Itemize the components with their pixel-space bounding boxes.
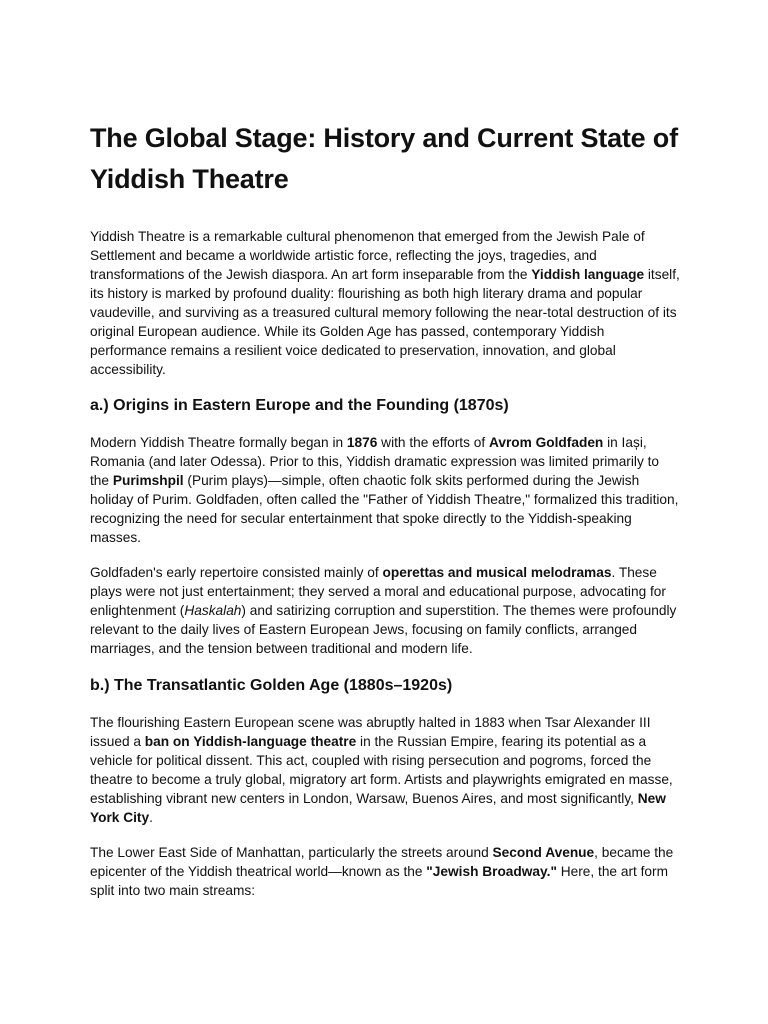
section-b-p1-bold-new-york: New York City: [90, 791, 666, 825]
section-b-p1-text-2: in the Russian Empire, fearing its potential as a vehicle for political dissent. This act, coupled with rising persecution and pogroms, forced the theatre to become a truly global, migratory art form. Artists and playwrights emigrated en masse, establishing vibrant new centers in London, Warsaw, Buenos Aires, and most significantly,: [90, 734, 673, 806]
section-b-heading: b.) The Transatlantic Golden Age (1880s–1920s): [90, 677, 453, 694]
section-b-paragraph-1: [90, 713, 680, 827]
section-a-p2-text-1: Goldfaden's early repertoire consisted mainly of: [90, 565, 383, 580]
section-a-p1-bold-purimshpil: Purimshpil: [112, 473, 184, 488]
section-a-p1-text-4: (Purim plays)—simple, often chaotic folk skits performed during the Jewish holiday of Purim. Goldfaden, often called the "Father of Yiddish Theatre," formalized this tradition, recognizing the need for secular entertainment that spoke directly to the Yiddish-speaking masses.: [90, 473, 679, 545]
section-a-paragraph-2: [90, 563, 680, 658]
section-a-p2-bold-operettas: operettas and musical melodramas: [382, 565, 612, 580]
section-b-p2-text-2: , became the epicenter of the Yiddish theatrical world—known as the: [90, 845, 674, 879]
intro-text-2: itself, its history is marked by profound duality: flourishing as both high literary drama and popular vaudeville, and surviving as a treasured cultural memory following the near-total destruction of its original European audience. While its Golden Age has passed, contemporary Yiddish performance remains a resilient voice dedicated to preservation, innovation, and global accessibility.: [90, 267, 680, 377]
section-a-paragraph-1: [90, 433, 680, 547]
intro-text-1: Yiddish Theatre is a remarkable cultural phenomenon that emerged from the Jewish Pale of Settlement and became a worldwide artistic force, reflecting the joys, tragedies, and transformations of the Jewish diaspora. An art form inseparable from the: [90, 229, 645, 282]
section-a-heading: a.) Origins in Eastern Europe and the Founding (1870s): [90, 397, 509, 414]
section-a-p1-text-1: Modern Yiddish Theatre formally began in: [90, 435, 347, 450]
section-a-p1-bold-year: 1876: [346, 435, 378, 450]
page-title: The Global Stage: History and Current State of Yiddish Theatre: [90, 123, 678, 194]
section-b-p1-bold-ban: ban on Yiddish-language theatre: [144, 734, 357, 749]
intro-bold-yiddish-language: Yiddish language: [531, 267, 645, 282]
section-b-p2-text-1: The Lower East Side of Manhattan, particularly the streets around: [90, 845, 493, 860]
document-page: [90, 118, 680, 916]
section-a-p1-text-3: in Iași, Romania (and later Odessa). Prior to this, Yiddish dramatic expression was limited primarily to the: [90, 435, 660, 488]
section-a-p2-text-2: . These plays were not just entertainment; they served a moral and educational purpose, advocating for enlightenment (: [90, 565, 666, 618]
section-a-p2-text-3: ) and satirizing corruption and superstition. The themes were profoundly relevant to the daily lives of Eastern European Jews, focusing on family conflicts, arranged marriages, and the tension between traditional and modern life.: [90, 603, 677, 656]
intro-paragraph: [90, 227, 680, 379]
section-b-paragraph-2: [90, 843, 680, 900]
section-b-p2-text-3: Here, the art form split into two main streams:: [90, 864, 668, 898]
section-b-p2-bold-jewish-broadway: "Jewish Broadway.": [426, 864, 557, 879]
section-b-p2-bold-second-avenue: Second Avenue: [492, 845, 595, 860]
section-a-p1-text-2: with the efforts of: [377, 435, 489, 450]
section-b-p1-text-1: The flourishing Eastern European scene was abruptly halted in 1883 when Tsar Alexander III issued a: [90, 715, 651, 749]
section-a-p1-bold-goldfaden: Avrom Goldfaden: [488, 435, 604, 450]
section-a-p2-italic-haskalah: Haskalah: [184, 603, 242, 618]
section-b-p1-text-3: .: [149, 810, 153, 825]
